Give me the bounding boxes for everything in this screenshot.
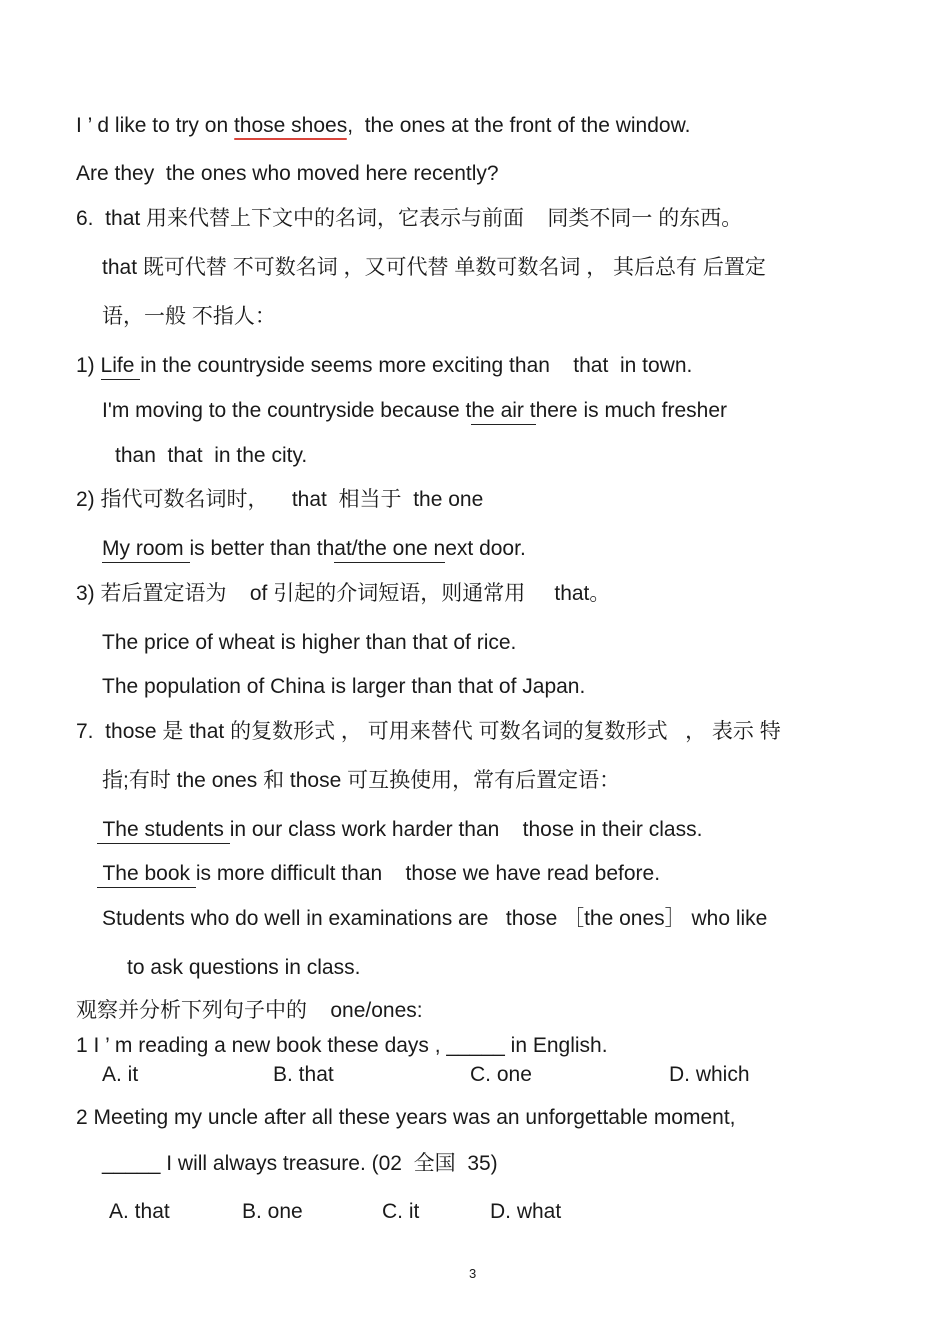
example-7c-cont: to ask questions in class. — [127, 956, 361, 979]
question-2-option-b: B. one — [242, 1200, 303, 1223]
example-7c: Students who do well in examinations are those ［the ones］ who like — [102, 907, 768, 930]
question-2-option-d: D. what — [490, 1200, 562, 1223]
underlined-phrase: The students — [97, 818, 230, 841]
underlined-phrase: he air t — [471, 399, 536, 422]
underlined-phrase: Life — [100, 354, 141, 377]
underlined-phrase: The book — [97, 862, 196, 885]
question-2-option-a: A. that — [109, 1200, 170, 1223]
example-3a: The price of wheat is higher than that of rice. — [102, 631, 517, 654]
text: I ’ d like to try on — [76, 114, 234, 137]
example-7a — [97, 819, 702, 840]
text: is better than th — [189, 537, 335, 560]
line-the-ones: Are they the ones who moved here recently? — [76, 162, 499, 185]
question-1: 1 I ’ m reading a new book these days , _____ in English. — [76, 1034, 608, 1057]
rule-3: 3) 若后置定语为 of 引起的介词短语，则通常用 that。 — [76, 582, 611, 605]
text: the ones at the front of the window. — [353, 114, 691, 137]
underlined-phrase: My room — [102, 537, 190, 560]
question-2: 2 Meeting my uncle after all these years was an unforgettable moment, — [76, 1106, 736, 1129]
rule-6-text: that 既可代替 不可数名词 ，又可代替 单数可数名词 ， 其后总有 后置定 — [102, 256, 766, 279]
text: 1) — [76, 354, 101, 377]
highlighted-phrase: those shoes — [233, 114, 348, 137]
example-3b: The population of China is larger than that of Japan. — [102, 675, 586, 698]
text: in our class work harder than those in their class. — [229, 818, 703, 841]
example-2 — [102, 538, 526, 559]
example-7b — [97, 863, 660, 884]
underlined-phrase: at/the one n — [334, 537, 446, 560]
question-1-option-b: B. that — [273, 1063, 334, 1086]
text: I'm moving to the countryside because t — [102, 399, 472, 422]
text: in the countryside seems more exciting than that in town. — [140, 354, 693, 377]
rule-7-heading: 7. those 是 that 的复数形式 ， 可用来替代 可数名词的复数形式 ， 表示 特 — [76, 720, 781, 743]
example-1b — [102, 400, 727, 421]
question-2-cont: _____ I will always treasure. (02 全国 35) — [102, 1152, 498, 1175]
rule-2: 2) 指代可数名词时， that 相当于 the one — [76, 488, 484, 511]
exercise-heading: 观察并分析下列句子中的 one/ones: — [76, 999, 423, 1022]
rule-6-heading: 6. that 用来代替上下文中的名词，它表示与前面 同类不同一 的东西。 — [76, 207, 743, 230]
rule-7-text: 指;有时 the ones 和 those 可互换使用，常有后置定语： — [102, 769, 621, 792]
text: , — [347, 114, 354, 137]
question-1-option-a: A. it — [102, 1063, 139, 1086]
rule-6-text-cont: 语，一般 不指人： — [102, 305, 276, 328]
page-number: 3 — [469, 1266, 477, 1281]
line-those-shoes — [76, 115, 690, 136]
example-1 — [76, 355, 692, 376]
question-2-option-c: C. it — [382, 1200, 420, 1223]
text: is more difficult than those we have read before. — [195, 862, 661, 885]
text: here is much fresher — [535, 399, 727, 422]
question-1-option-c: C. one — [470, 1063, 532, 1086]
example-1b-cont: than that in the city. — [115, 444, 308, 467]
question-1-option-d: D. which — [669, 1063, 750, 1086]
text: ext door. — [445, 537, 526, 560]
